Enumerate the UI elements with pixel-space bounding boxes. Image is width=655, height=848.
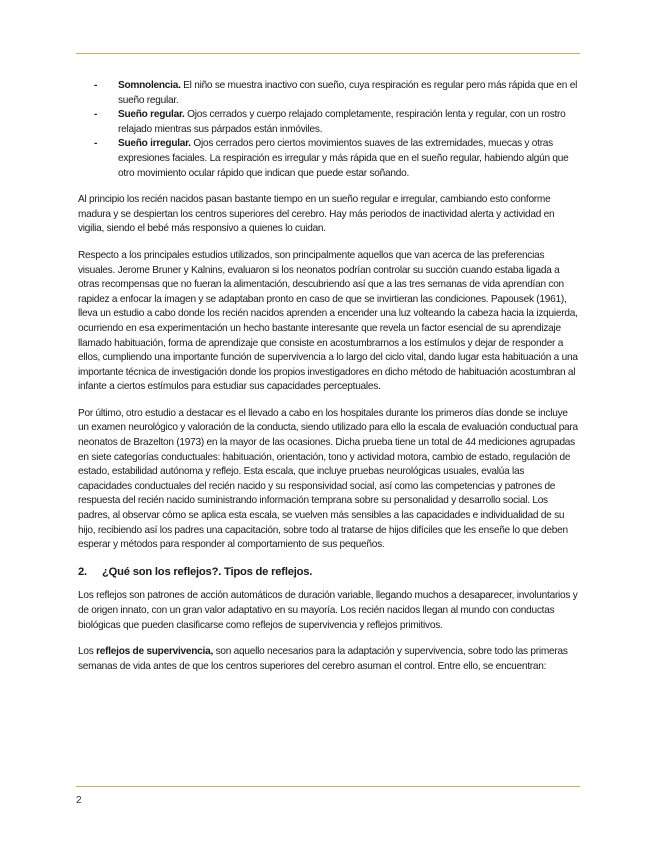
definition: son aquello necesarios para la adaptación y supervivencia, sobre todo las primeras semanas de vida antes de que los centros superiores del cerebro asuman el control. Entre ello, se encuentran: — [78, 646, 568, 672]
term: Sueño irregular. — [118, 138, 191, 150]
paragraph-studies: Respecto a los principales estudios utilizados, son principalmente aquellos que van acerca de las preferencias visuales. Jerome Bruner y Kalnins, evaluaron si los neonatos podrían controlar su succión cuando estaba ligada a otras recompensas que no fueran la alimentación, descubriendo así que a las tres semanas de vida aprendían con rapidez a enfocar la imagen y se adaptaban pronto en caso de que se invirtieran las condiciones. Papousek (1961), lleva un estudio a cabo donde los recién nacidos aprenden a encender una luz volteando la cabeza hacia la izquierda, ocurriendo en esa experimentación un hecho bastante interesante que revela un factor esencial de su aprendizaje llamado habituación, forma de aprendizaje que consiste en acostumbrarnos a los estímulos y dejar de responder a ellos, cumpliendo una importante función de supervivencia a lo largo del ciclo vital, dando lugar esta habituación a una importante técnica de investigación donde los propios investigadores en dicho método de habituación acostumbran al infante a ciertos estímulos para estudiar sus capacidades perceptuales. — [78, 249, 578, 393]
paragraph-sleep-development: Al principio los recién nacidos pasan bastante tiempo en un sueño regular e irregular, cambiando esto conforme madura y se despiertan los centros superiores del cerebro. Hay más periodos de inactividad alerta y actividad en vigilia, siendo el bebé más responsivo a quienes lo cuidan. — [78, 194, 555, 235]
lead-text: Los — [78, 646, 97, 658]
page-body — [78, 79, 578, 686]
paragraph-survival-reflexes — [78, 645, 578, 674]
term: Sueño regular. — [118, 109, 185, 121]
paragraph-brazelton: Por último, otro estudio a destacar es el llevado a cabo en los hospitales durante los primeros días donde se incluye un examen neurológico y valoración de la conducta, siendo utilizado para ello la escala de evaluación conductual para neonatos de Brazelton (1973) en la mayor de las ocasiones. Dicha prueba tiene un total de 44 mediciones agrupadas en siete categorías conductuales: habituación, orientación, tono y actividad motora, cambio de estado, regulación de estado, estabilidad autónoma y reflejo. Esta escala, que incluye pruebas neurológicas usuales, evalúa las capacidades conductuales del recién nacido y su responsividad social, así como las competencias y patrones de respuesta del recién nacido suministrando información temprana sobre su personalidad y desarrollo social. Los padres, al observar cómo se aplica esta escala, se vuelven más sensibles a las capacidades e individualidad de su hijo, recibiendo así los padres una capacitación, sobre todo al tratarse de hijos difíciles que les enseñe lo que deben esperar y métodos para responder al comportamiento de sus pequeños. — [78, 407, 578, 551]
definition: El niño se muestra inactivo con sueño, cuya respiración es regular pero más rápida que en el sueño regular. — [118, 80, 578, 106]
term: reflejos de supervivencia, — [96, 646, 214, 658]
bullet-dash: - — [94, 138, 98, 150]
header-rule — [76, 53, 580, 54]
list-item — [78, 108, 578, 137]
definition: Ojos cerrados y cuerpo relajado completamente, respiración lenta y regular, con un rostro relajado mientras sus párpados están inmóviles. — [118, 109, 566, 135]
section-heading — [78, 565, 578, 580]
term: Somnolencia. — [118, 80, 181, 91]
page-number: 2 — [76, 795, 82, 806]
bullet-dash: - — [94, 80, 98, 91]
footer-rule — [76, 786, 580, 787]
definition: Ojos cerrados pero ciertos movimientos suaves de las extremidades, muecas y otras expresiones faciales. La respiración es irregular y más rápida que en el sueño regular, habiendo algún que otro movimiento ocular rápido que indican que puede estar soñando. — [118, 138, 569, 179]
bullet-dash: - — [94, 109, 98, 121]
sleep-states-list — [78, 79, 578, 181]
list-item — [78, 137, 578, 181]
list-item — [78, 79, 578, 108]
section-title: ¿Qué son los reflejos?. Tipos de reflejos. — [102, 565, 313, 578]
paragraph-reflexes-intro: Los reflejos son patrones de acción automáticos de duración variable, llegando muchos a desaparecer, involuntarios y de origen innato, con un gran valor adaptativo en su mayoría. Los recién nacidos llegan al mundo con conductas biológicas que pueden clasificarse como reflejos de supervivencia y reflejos primitivos. — [78, 590, 578, 631]
section-number: 2. — [78, 565, 87, 578]
